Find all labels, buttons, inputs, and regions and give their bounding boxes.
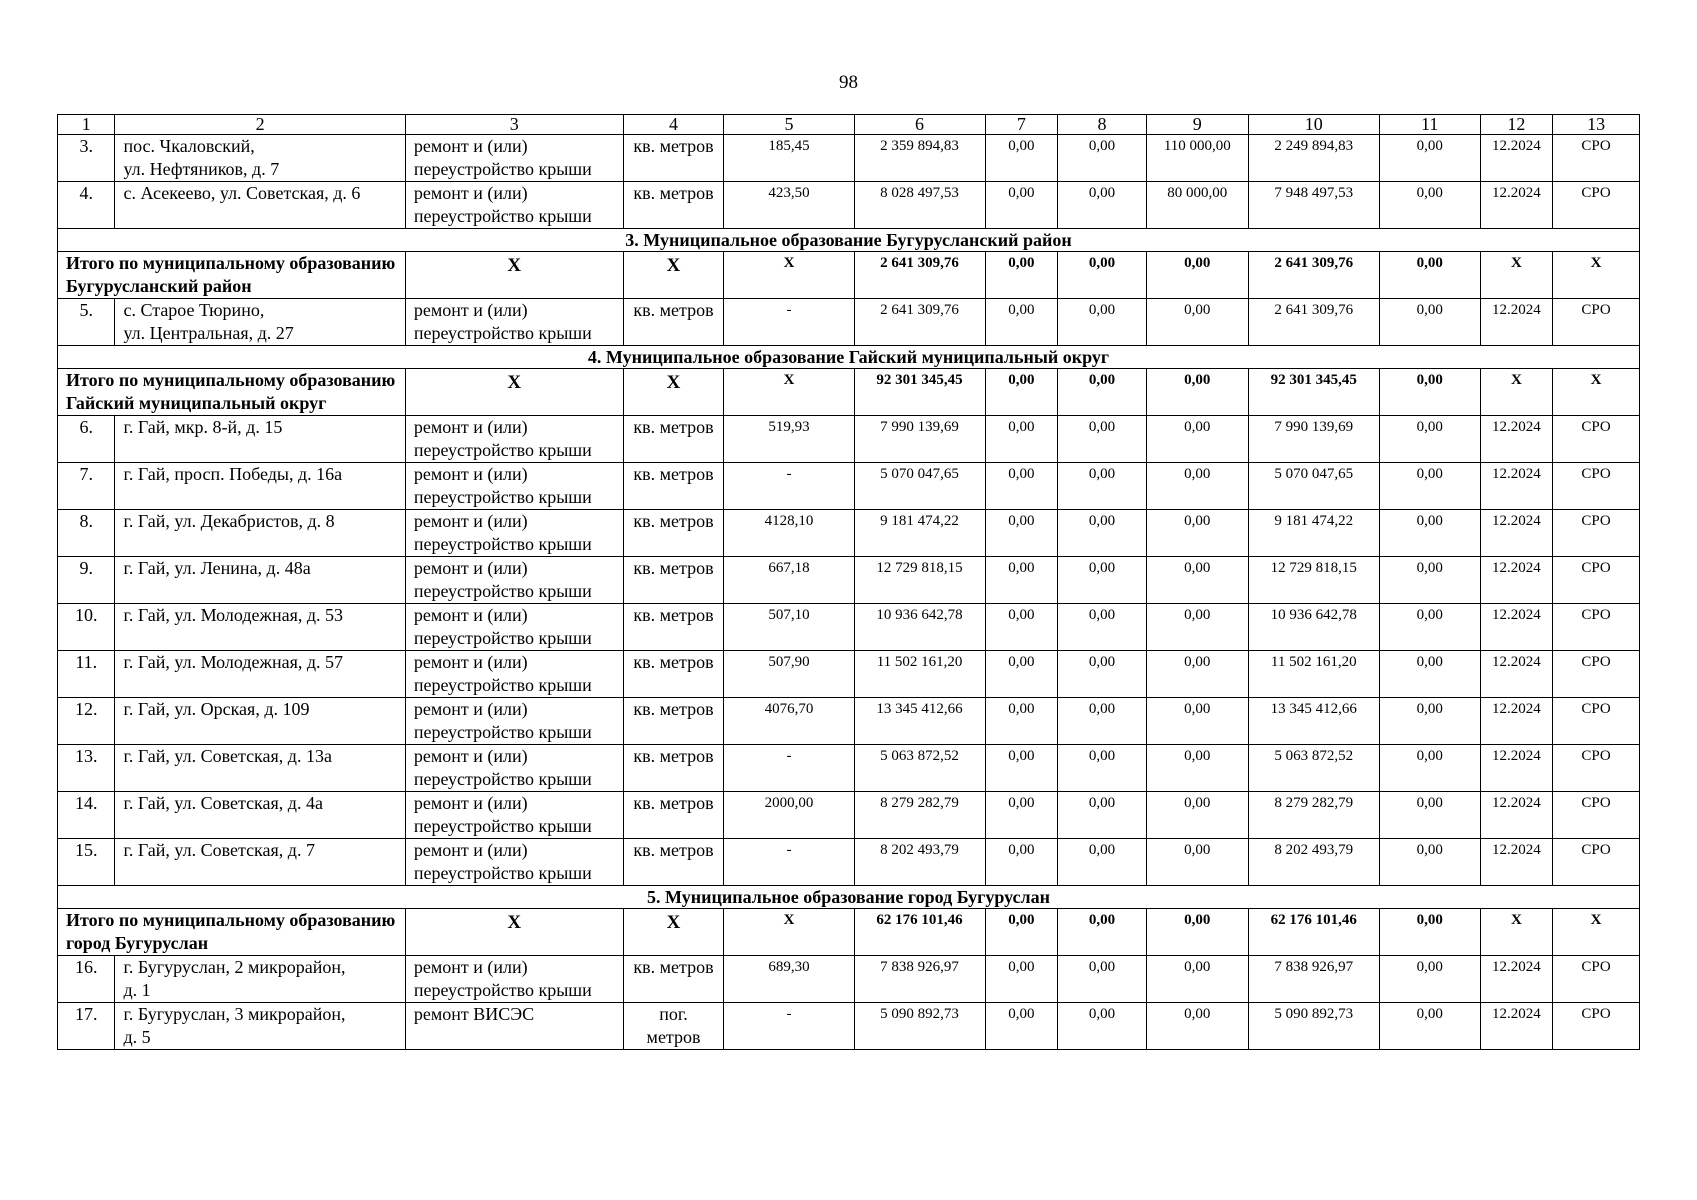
row-number: 13. (58, 745, 115, 792)
value-cell: 9 181 474,22 (1248, 510, 1379, 557)
work-type-cell: ремонт и (или) переустройство крыши (405, 956, 623, 1003)
value-cell: 689,30 (724, 956, 854, 1003)
address-cell: г. Бугуруслан, 3 микрорайон, д. 5 (115, 1003, 405, 1050)
value-cell: СРО (1553, 651, 1640, 698)
value-cell: 0,00 (1146, 416, 1248, 463)
value-cell: 12.2024 (1480, 698, 1553, 745)
value-cell: 4128,10 (724, 510, 854, 557)
value-cell: 7 990 139,69 (1248, 416, 1379, 463)
table-row (58, 651, 1640, 698)
value-cell: 12.2024 (1480, 839, 1553, 886)
table-row (58, 839, 1640, 886)
value-cell: 5 070 047,65 (1248, 463, 1379, 510)
value-cell: 12.2024 (1480, 299, 1553, 346)
column-number: 10 (1248, 115, 1379, 135)
subtotal-value-cell: Х (1480, 252, 1553, 299)
work-type-cell: ремонт и (или) переустройство крыши (405, 792, 623, 839)
address-cell: г. Гай, ул. Декабристов, д. 8 (115, 510, 405, 557)
value-cell: 0,00 (1146, 557, 1248, 604)
value-cell: 0,00 (1146, 510, 1248, 557)
value-cell: 0,00 (1379, 557, 1480, 604)
value-cell: 5 090 892,73 (854, 1003, 985, 1050)
value-cell: 0,00 (1379, 463, 1480, 510)
subtotal-value-cell: 92 301 345,45 (854, 369, 985, 416)
value-cell: 5 090 892,73 (1248, 1003, 1379, 1050)
row-number: 14. (58, 792, 115, 839)
work-type-cell: ремонт и (или) переустройство крыши (405, 510, 623, 557)
table-row (58, 698, 1640, 745)
value-cell: 0,00 (985, 416, 1058, 463)
unit-cell: кв. метров (623, 792, 724, 839)
value-cell: 0,00 (1379, 299, 1480, 346)
value-cell: 12.2024 (1480, 135, 1553, 182)
value-cell: 0,00 (1146, 1003, 1248, 1050)
column-number: 7 (985, 115, 1058, 135)
subtotal-value-cell: 0,00 (985, 369, 1058, 416)
address-cell: г. Гай, мкр. 8-й, д. 15 (115, 416, 405, 463)
subtotal-value-cell: 0,00 (985, 909, 1058, 956)
unit-cell: кв. метров (623, 416, 724, 463)
column-number: 1 (58, 115, 115, 135)
subtotal-value-cell: 0,00 (1146, 369, 1248, 416)
value-cell: 5 063 872,52 (1248, 745, 1379, 792)
value-cell: 0,00 (1379, 956, 1480, 1003)
column-number: 8 (1058, 115, 1147, 135)
value-cell: 0,00 (1379, 182, 1480, 229)
column-number: 5 (724, 115, 854, 135)
value-cell: 185,45 (724, 135, 854, 182)
value-cell: 0,00 (1146, 745, 1248, 792)
row-number: 11. (58, 651, 115, 698)
table-row (58, 1003, 1640, 1050)
row-number: 17. (58, 1003, 115, 1050)
capital-repair-table (57, 114, 1640, 1050)
value-cell: 0,00 (985, 510, 1058, 557)
value-cell: 0,00 (1058, 557, 1147, 604)
value-cell: СРО (1553, 792, 1640, 839)
value-cell: 0,00 (1379, 745, 1480, 792)
subtotal-value-cell: Х (1480, 909, 1553, 956)
table-row (58, 416, 1640, 463)
value-cell: 507,10 (724, 604, 854, 651)
value-cell: 12.2024 (1480, 604, 1553, 651)
value-cell: 0,00 (1058, 698, 1147, 745)
value-cell: - (724, 463, 854, 510)
work-type-cell: ремонт и (или) переустройство крыши (405, 135, 623, 182)
section-heading-row (58, 229, 1640, 252)
address-cell: г. Гай, просп. Победы, д. 16а (115, 463, 405, 510)
column-number: 13 (1553, 115, 1640, 135)
value-cell: 0,00 (1146, 792, 1248, 839)
subtotal-value-cell: 92 301 345,45 (1248, 369, 1379, 416)
value-cell: 0,00 (985, 299, 1058, 346)
value-cell: 13 345 412,66 (1248, 698, 1379, 745)
section-title: 3. Муниципальное образование Бугурусланский район (58, 229, 1640, 252)
value-cell: 12.2024 (1480, 792, 1553, 839)
subtotal-value-cell: 0,00 (1379, 909, 1480, 956)
table-row (58, 135, 1640, 182)
address-cell: г. Гай, ул. Советская, д. 7 (115, 839, 405, 886)
value-cell: 12 729 818,15 (854, 557, 985, 604)
value-cell: 0,00 (1058, 604, 1147, 651)
work-type-cell: ремонт и (или) переустройство крыши (405, 182, 623, 229)
column-number: 3 (405, 115, 623, 135)
subtotal-value-cell: 0,00 (1379, 369, 1480, 416)
value-cell: 12.2024 (1480, 416, 1553, 463)
value-cell: 7 838 926,97 (854, 956, 985, 1003)
work-type-cell: ремонт ВИСЭС (405, 1003, 623, 1050)
value-cell: 0,00 (1146, 956, 1248, 1003)
work-type-cell: ремонт и (или) переустройство крыши (405, 299, 623, 346)
value-cell: 0,00 (1379, 135, 1480, 182)
value-cell: 2 641 309,76 (854, 299, 985, 346)
column-number: 11 (1379, 115, 1480, 135)
value-cell: 8 279 282,79 (854, 792, 985, 839)
value-cell: 12.2024 (1480, 745, 1553, 792)
address-cell: с. Асекеево, ул. Советская, д. 6 (115, 182, 405, 229)
table-row (58, 956, 1640, 1003)
value-cell: СРО (1553, 182, 1640, 229)
unit-cell: кв. метров (623, 604, 724, 651)
row-number: 4. (58, 182, 115, 229)
value-cell: 0,00 (1058, 135, 1147, 182)
subtotal-unit-cell: Х (623, 909, 724, 956)
value-cell: 0,00 (1379, 604, 1480, 651)
value-cell: 8 202 493,79 (854, 839, 985, 886)
value-cell: 0,00 (985, 745, 1058, 792)
value-cell: 0,00 (985, 839, 1058, 886)
value-cell: 0,00 (1058, 416, 1147, 463)
value-cell: 7 838 926,97 (1248, 956, 1379, 1003)
column-number: 6 (854, 115, 985, 135)
value-cell: 8 028 497,53 (854, 182, 985, 229)
value-cell: СРО (1553, 510, 1640, 557)
value-cell: 0,00 (1146, 651, 1248, 698)
work-type-cell: ремонт и (или) переустройство крыши (405, 463, 623, 510)
value-cell: 0,00 (1379, 839, 1480, 886)
work-type-cell: ремонт и (или) переустройство крыши (405, 416, 623, 463)
table-row (58, 463, 1640, 510)
value-cell: 0,00 (985, 651, 1058, 698)
subtotal-row (58, 909, 1640, 956)
value-cell: 8 202 493,79 (1248, 839, 1379, 886)
unit-cell: кв. метров (623, 956, 724, 1003)
value-cell: - (724, 299, 854, 346)
subtotal-row (58, 369, 1640, 416)
value-cell: 0,00 (1058, 792, 1147, 839)
row-number: 16. (58, 956, 115, 1003)
work-type-cell: ремонт и (или) переустройство крыши (405, 557, 623, 604)
row-number: 6. (58, 416, 115, 463)
unit-cell: кв. метров (623, 745, 724, 792)
value-cell: - (724, 745, 854, 792)
address-cell: г. Бугуруслан, 2 микрорайон, д. 1 (115, 956, 405, 1003)
value-cell: СРО (1553, 557, 1640, 604)
value-cell: 0,00 (1058, 745, 1147, 792)
subtotal-value-cell: 2 641 309,76 (1248, 252, 1379, 299)
subtotal-value-cell: Х (1480, 369, 1553, 416)
value-cell: 12.2024 (1480, 956, 1553, 1003)
value-cell: 0,00 (1146, 299, 1248, 346)
address-cell: г. Гай, ул. Молодежная, д. 53 (115, 604, 405, 651)
subtotal-value-cell: 0,00 (1379, 252, 1480, 299)
subtotal-value-cell: Х (1553, 252, 1640, 299)
table-row (58, 182, 1640, 229)
value-cell: 110 000,00 (1146, 135, 1248, 182)
value-cell: 12.2024 (1480, 557, 1553, 604)
section-heading-row (58, 886, 1640, 909)
value-cell: 10 936 642,78 (854, 604, 985, 651)
value-cell: СРО (1553, 956, 1640, 1003)
subtotal-value-cell: 0,00 (1058, 909, 1147, 956)
subtotal-value-cell: Х (1553, 369, 1640, 416)
table-row (58, 299, 1640, 346)
unit-cell: кв. метров (623, 463, 724, 510)
address-cell: г. Гай, ул. Советская, д. 4а (115, 792, 405, 839)
unit-cell: пог. метров (623, 1003, 724, 1050)
row-number: 5. (58, 299, 115, 346)
address-cell: г. Гай, ул. Орская, д. 109 (115, 698, 405, 745)
value-cell: - (724, 839, 854, 886)
value-cell: СРО (1553, 416, 1640, 463)
value-cell: 12.2024 (1480, 651, 1553, 698)
value-cell: 0,00 (1379, 651, 1480, 698)
subtotal-work-cell: Х (405, 909, 623, 956)
value-cell: 0,00 (985, 956, 1058, 1003)
row-number: 12. (58, 698, 115, 745)
subtotal-unit-cell: Х (623, 252, 724, 299)
value-cell: 12.2024 (1480, 182, 1553, 229)
value-cell: 0,00 (985, 463, 1058, 510)
address-cell: г. Гай, ул. Молодежная, д. 57 (115, 651, 405, 698)
value-cell: 0,00 (985, 698, 1058, 745)
value-cell: СРО (1553, 839, 1640, 886)
subtotal-value-cell: 0,00 (1058, 369, 1147, 416)
row-number: 7. (58, 463, 115, 510)
row-number: 8. (58, 510, 115, 557)
value-cell: 0,00 (1146, 698, 1248, 745)
work-type-cell: ремонт и (или) переустройство крыши (405, 745, 623, 792)
value-cell: 9 181 474,22 (854, 510, 985, 557)
value-cell: 423,50 (724, 182, 854, 229)
value-cell: 0,00 (1379, 792, 1480, 839)
unit-cell: кв. метров (623, 557, 724, 604)
value-cell: 2000,00 (724, 792, 854, 839)
row-number: 9. (58, 557, 115, 604)
subtotal-value-cell: Х (724, 909, 854, 956)
unit-cell: кв. метров (623, 135, 724, 182)
value-cell: 0,00 (1058, 956, 1147, 1003)
subtotal-value-cell: 0,00 (1146, 252, 1248, 299)
address-cell: с. Старое Тюрино, ул. Центральная, д. 27 (115, 299, 405, 346)
value-cell: СРО (1553, 299, 1640, 346)
value-cell: 5 063 872,52 (854, 745, 985, 792)
value-cell: 519,93 (724, 416, 854, 463)
table-row (58, 745, 1640, 792)
row-number: 3. (58, 135, 115, 182)
value-cell: 667,18 (724, 557, 854, 604)
value-cell: 13 345 412,66 (854, 698, 985, 745)
value-cell: - (724, 1003, 854, 1050)
section-title: 5. Муниципальное образование город Бугуруслан (58, 886, 1640, 909)
table-row (58, 604, 1640, 651)
value-cell: 0,00 (985, 135, 1058, 182)
value-cell: 7 990 139,69 (854, 416, 985, 463)
value-cell: 7 948 497,53 (1248, 182, 1379, 229)
value-cell: 0,00 (1146, 839, 1248, 886)
value-cell: 0,00 (1058, 1003, 1147, 1050)
value-cell: 2 249 894,83 (1248, 135, 1379, 182)
value-cell: 0,00 (1058, 299, 1147, 346)
subtotal-value-cell: 0,00 (1146, 909, 1248, 956)
value-cell: 4076,70 (724, 698, 854, 745)
value-cell: 507,90 (724, 651, 854, 698)
subtotal-work-cell: Х (405, 369, 623, 416)
value-cell: 0,00 (985, 557, 1058, 604)
work-type-cell: ремонт и (или) переустройство крыши (405, 839, 623, 886)
subtotal-label: Итого по муниципальному образованию Гайский муниципальный округ (58, 369, 406, 416)
value-cell: 2 359 894,83 (854, 135, 985, 182)
address-cell: пос. Чкаловский, ул. Нефтяников, д. 7 (115, 135, 405, 182)
value-cell: 12.2024 (1480, 463, 1553, 510)
subtotal-value-cell: Х (724, 252, 854, 299)
subtotal-value-cell: 62 176 101,46 (854, 909, 985, 956)
unit-cell: кв. метров (623, 299, 724, 346)
address-cell: г. Гай, ул. Ленина, д. 48а (115, 557, 405, 604)
section-title: 4. Муниципальное образование Гайский муниципальный округ (58, 346, 1640, 369)
subtotal-work-cell: Х (405, 252, 623, 299)
work-type-cell: ремонт и (или) переустройство крыши (405, 604, 623, 651)
unit-cell: кв. метров (623, 698, 724, 745)
value-cell: СРО (1553, 463, 1640, 510)
table-row (58, 557, 1640, 604)
value-cell: 0,00 (1058, 510, 1147, 557)
value-cell: 0,00 (1379, 1003, 1480, 1050)
value-cell: 8 279 282,79 (1248, 792, 1379, 839)
section-heading-row (58, 346, 1640, 369)
page-number: 98 (839, 72, 858, 93)
value-cell: СРО (1553, 745, 1640, 792)
value-cell: 12 729 818,15 (1248, 557, 1379, 604)
subtotal-value-cell: 0,00 (985, 252, 1058, 299)
value-cell: 0,00 (985, 1003, 1058, 1050)
unit-cell: кв. метров (623, 182, 724, 229)
subtotal-value-cell: 2 641 309,76 (854, 252, 985, 299)
value-cell: СРО (1553, 135, 1640, 182)
value-cell: 80 000,00 (1146, 182, 1248, 229)
value-cell: 11 502 161,20 (854, 651, 985, 698)
value-cell: 0,00 (985, 792, 1058, 839)
value-cell: 0,00 (1058, 463, 1147, 510)
row-number: 10. (58, 604, 115, 651)
value-cell: 11 502 161,20 (1248, 651, 1379, 698)
subtotal-row (58, 252, 1640, 299)
column-number: 2 (115, 115, 405, 135)
column-number: 4 (623, 115, 724, 135)
subtotal-label: Итого по муниципальному образованию Бугурусланский район (58, 252, 406, 299)
table-row (58, 510, 1640, 557)
value-cell: 0,00 (985, 604, 1058, 651)
value-cell: 5 070 047,65 (854, 463, 985, 510)
value-cell: 0,00 (1058, 651, 1147, 698)
table-row (58, 792, 1640, 839)
subtotal-value-cell: 0,00 (1058, 252, 1147, 299)
value-cell: СРО (1553, 604, 1640, 651)
value-cell: СРО (1553, 1003, 1640, 1050)
value-cell: СРО (1553, 698, 1640, 745)
subtotal-value-cell: Х (724, 369, 854, 416)
value-cell: 10 936 642,78 (1248, 604, 1379, 651)
subtotal-unit-cell: Х (623, 369, 724, 416)
value-cell: 0,00 (1146, 463, 1248, 510)
column-number-row (58, 115, 1640, 135)
column-number: 9 (1146, 115, 1248, 135)
subtotal-label: Итого по муниципальному образованию город Бугуруслан (58, 909, 406, 956)
value-cell: 0,00 (1379, 698, 1480, 745)
value-cell: 0,00 (1146, 604, 1248, 651)
value-cell: 2 641 309,76 (1248, 299, 1379, 346)
unit-cell: кв. метров (623, 839, 724, 886)
work-type-cell: ремонт и (или) переустройство крыши (405, 698, 623, 745)
value-cell: 12.2024 (1480, 510, 1553, 557)
address-cell: г. Гай, ул. Советская, д. 13а (115, 745, 405, 792)
column-number: 12 (1480, 115, 1553, 135)
value-cell: 0,00 (1379, 416, 1480, 463)
value-cell: 0,00 (985, 182, 1058, 229)
work-type-cell: ремонт и (или) переустройство крыши (405, 651, 623, 698)
subtotal-value-cell: Х (1553, 909, 1640, 956)
row-number: 15. (58, 839, 115, 886)
unit-cell: кв. метров (623, 510, 724, 557)
value-cell: 0,00 (1379, 510, 1480, 557)
unit-cell: кв. метров (623, 651, 724, 698)
value-cell: 0,00 (1058, 182, 1147, 229)
value-cell: 12.2024 (1480, 1003, 1553, 1050)
value-cell: 0,00 (1058, 839, 1147, 886)
subtotal-value-cell: 62 176 101,46 (1248, 909, 1379, 956)
